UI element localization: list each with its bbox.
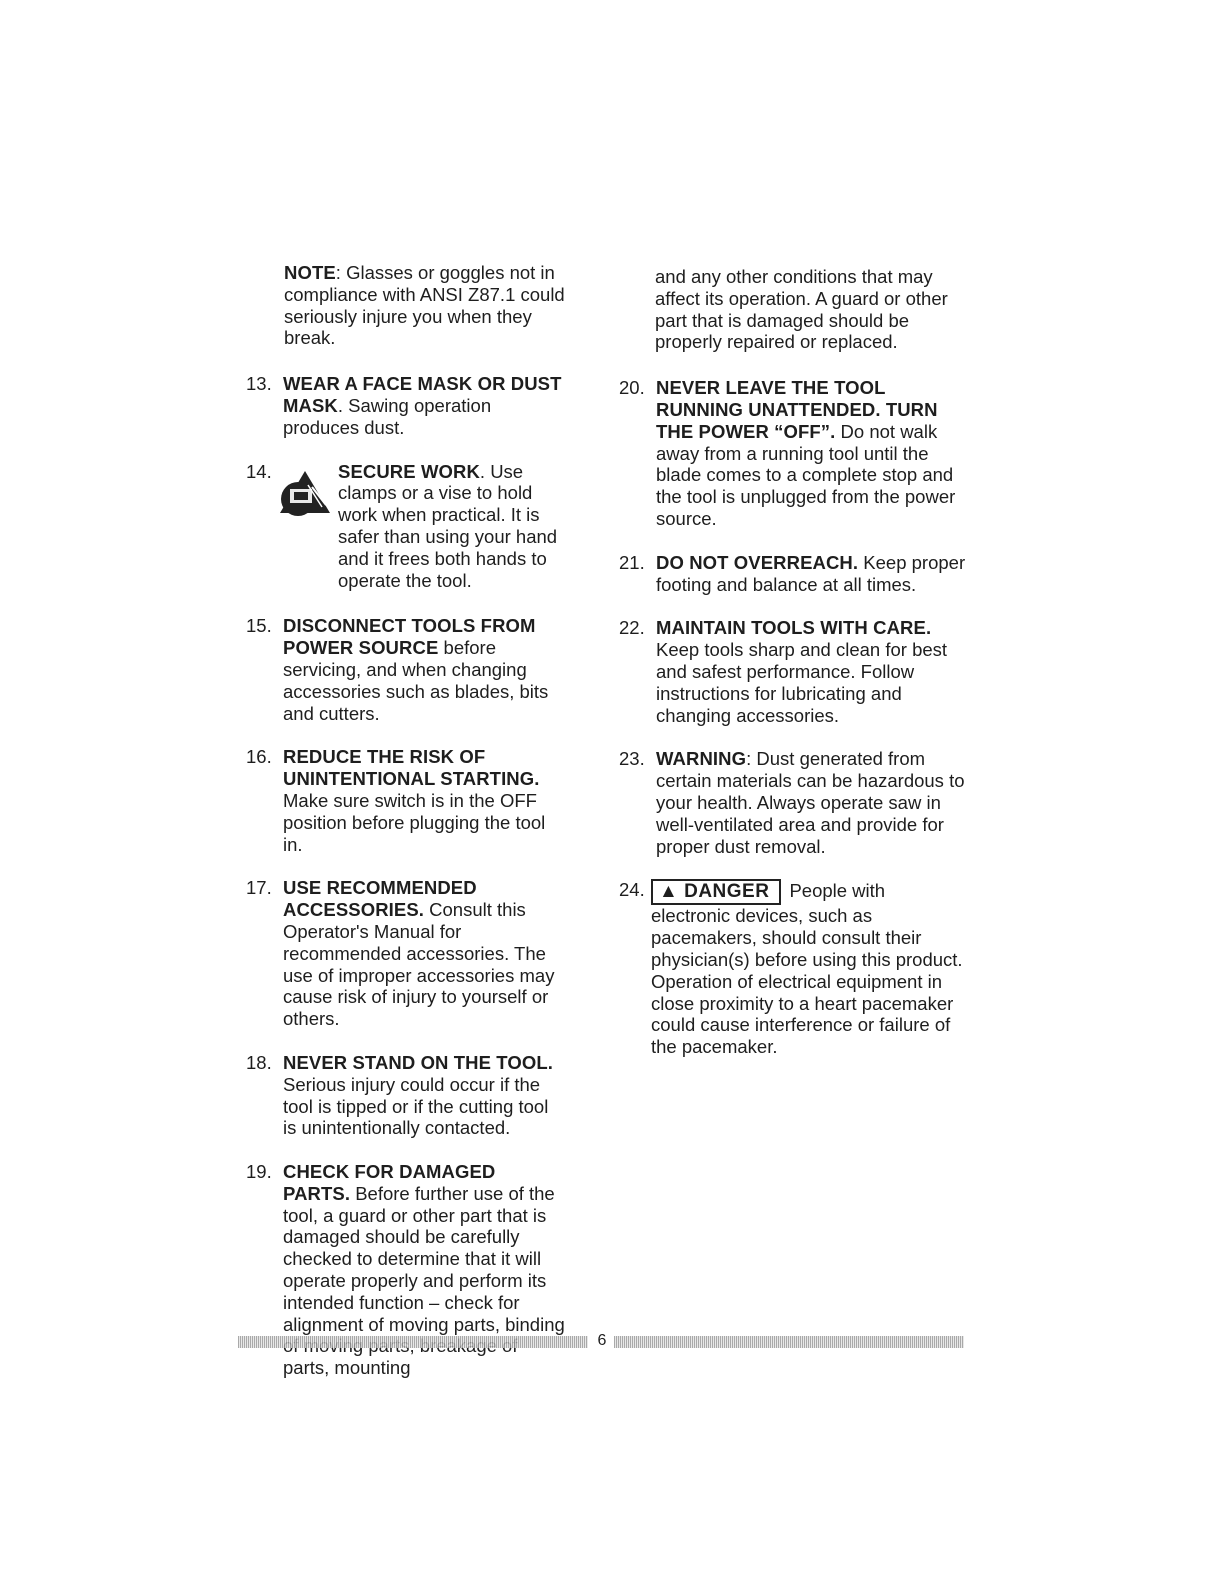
note-text: : Glasses or goggles not in compliance with ANSI Z87.1 could seriously injure you when they break. — [284, 262, 565, 349]
list-item — [619, 748, 969, 857]
list-item — [619, 617, 969, 726]
item-number: 21. — [619, 551, 645, 573]
list-item — [619, 552, 969, 596]
item-number: 18. — [246, 1051, 272, 1073]
clamp-icon — [276, 467, 334, 517]
item-text: Make sure switch is in the OFF position before plugging the tool in. — [283, 789, 546, 855]
item-number: 19. — [246, 1161, 272, 1183]
item-heading: MAINTAIN TOOLS WITH CARE. — [656, 617, 932, 639]
list-item — [246, 461, 566, 592]
list-item — [619, 879, 969, 1058]
item-text: Do not walk away from a running tool until the blade comes to a complete stop and the tool is unplugged from the power source. — [656, 420, 956, 529]
item-heading: USE RECOMMENDED ACCESSORIES. — [283, 877, 477, 921]
item-number: 23. — [619, 748, 645, 770]
item-heading: SECURE WORK — [338, 460, 480, 482]
list-item — [246, 615, 566, 724]
item-number: 24. — [619, 879, 645, 901]
danger-label: DANGER — [684, 881, 770, 903]
continued-paragraph: and any other conditions that may affect its operation. A guard or other part that is damaged should be properly repaired or replaced. — [655, 266, 948, 353]
warning-triangle-icon: ▲ — [659, 881, 679, 903]
item-number: 17. — [246, 877, 272, 899]
item-heading: WEAR A FACE MASK OR DUST MASK — [283, 373, 562, 416]
note-paragraph — [284, 262, 566, 349]
item-heading: NEVER LEAVE THE TOOL RUNNING UNATTENDED. TURN THE POWER “OFF”. — [656, 377, 938, 442]
item-text: Serious injury could occur if the tool is tipped or if the cutting tool is unintentionally contacted. — [283, 1073, 549, 1139]
list-item — [619, 377, 969, 530]
item-heading: REDUCE THE RISK OF UNINTENTIONAL STARTING. — [283, 746, 540, 790]
item-number: 16. — [246, 746, 272, 768]
item-text: before servicing, and when changing accessories such as blades, bits and cutters. — [283, 637, 549, 724]
item-text: . Use clamps or a vise to hold work when practical. It is safer than using your hand and it frees both hands to operate the tool. — [338, 460, 558, 591]
item-text: Consult this Operator's Manual for recommended accessories. The use of improper accessories may cause risk of injury to yourself or others. — [283, 899, 555, 1030]
item-text: Keep proper footing and balance at all times. — [656, 551, 966, 595]
footer-rule-right — [614, 1336, 964, 1348]
page-number: 6 — [597, 1332, 607, 1349]
item-number: 14. — [246, 460, 272, 482]
list-item — [246, 1052, 566, 1139]
item-heading: DO NOT OVERREACH. — [656, 551, 859, 573]
page-footer — [238, 1332, 964, 1352]
item-heading: NEVER STAND ON THE TOOL. — [283, 1051, 553, 1073]
item-heading: WARNING — [656, 748, 747, 770]
danger-badge — [651, 879, 781, 905]
item-text: Before further use of the tool, a guard or other part that is damaged should be carefully checked to determine that it will operate properly and perform its intended function – check for alignment of moving parts, binding parts, mounting — [283, 1182, 565, 1379]
list-item — [246, 877, 566, 1030]
footer-rule-left — [238, 1336, 588, 1348]
item-text: : Dust generated from certain materials can be hazardous to your health. Always operate saw in well-ventilated area and provide for proper dust removal. — [656, 748, 965, 857]
list-item — [246, 746, 566, 855]
item-number: 15. — [246, 615, 272, 637]
item-text: Keep tools sharp and clean for best and safest performance. Follow instructions for lubricating and changing accessories. — [656, 639, 948, 726]
item-number: 20. — [619, 377, 645, 399]
item-number: 13. — [246, 373, 272, 395]
right-column — [619, 266, 969, 1080]
item-heading: DISCONNECT TOOLS FROM POWER SOURCE — [283, 615, 536, 659]
list-item — [246, 373, 566, 438]
left-column — [246, 262, 566, 1401]
note-label: NOTE — [284, 262, 336, 283]
item-number: 22. — [619, 617, 645, 639]
item-text: People with electronic devices, such as pacemakers, should consult their physician(s) before using this product. Operation of electrical equipment in close proximity to a heart pacemaker could cause interference or failure of the pacemaker. — [651, 880, 963, 1058]
item-heading: CHECK FOR DAMAGED PARTS. — [283, 1161, 496, 1204]
item-text: . Sawing operation produces dust. — [283, 394, 492, 438]
